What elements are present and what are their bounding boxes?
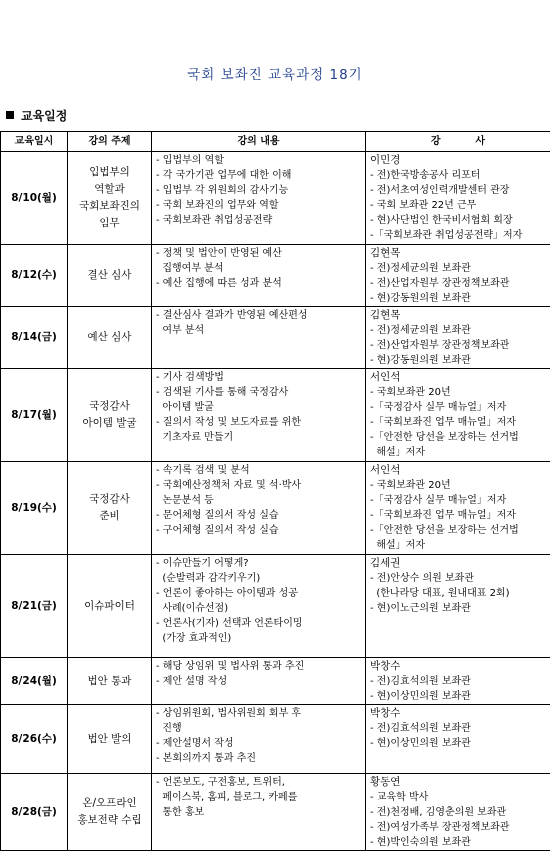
table-row	[1, 245, 550, 307]
row-instructor	[366, 658, 550, 705]
header-content: 강의 내용	[152, 132, 366, 152]
row-topic	[68, 245, 152, 307]
content-line: - 속기록 검색 및 분석	[156, 465, 250, 476]
row-instructor	[366, 369, 550, 462]
row-topic	[68, 369, 152, 462]
content-line: 논문분석 등	[156, 495, 214, 506]
table-row	[1, 774, 550, 851]
row-topic	[68, 658, 152, 705]
content-line: 기초자료 만들기	[156, 432, 234, 443]
instructor-credential: - 전)한국방송공사 리포터	[370, 170, 481, 181]
content-line: 아이템 발굴	[156, 402, 214, 413]
instructor-credential: - 국회 보좌관 22년 근무	[370, 200, 477, 211]
content-line: - 언론이 좋아하는 아이템과 성공	[156, 588, 298, 599]
row-content	[152, 555, 366, 658]
topic-line: 역할과	[94, 183, 125, 195]
content-line: - 이슈만들기 어떻게?	[156, 558, 249, 569]
content-line: - 국회보좌관 취업성공전략	[156, 215, 273, 226]
table-header-row	[1, 132, 550, 152]
instructor-name: 김현목	[370, 309, 401, 321]
instructor-credential: - 현)박인숙의원 보좌관	[370, 837, 471, 848]
topic-line: 홍보전략 수립	[77, 814, 142, 826]
instructor-credential: - 전)산업자원부 장관정책보좌관	[370, 278, 510, 289]
content-line: - 각 국가기관 업무에 대한 이해	[156, 170, 292, 181]
instructor-credential: - 전)서초여성인력개발센터 관장	[370, 185, 510, 196]
content-line: - 제안설명서 작성	[156, 738, 234, 749]
row-content	[152, 307, 366, 369]
content-line: - 본회의까지 통과 추진	[156, 753, 257, 764]
instructor-credential: - 현)강동원의원 보좌관	[370, 293, 471, 304]
row-content	[152, 369, 366, 462]
row-instructor	[366, 307, 550, 369]
topic-line: 임무	[99, 217, 120, 229]
content-line: - 해당 상임위 및 법사위 통과 추진	[156, 661, 305, 672]
topic-line: 법안 발의	[87, 732, 132, 745]
instructor-credential: -「국회보좌관 취업성공전략」저자	[370, 230, 523, 241]
topic-line: 결산 심사	[87, 269, 132, 281]
instructor-name: 이민경	[370, 154, 401, 166]
instructor-credential: -「국정감사 실무 매뉴얼」저자	[370, 402, 507, 413]
topic-line: 이슈파이터	[84, 599, 135, 612]
content-line: 페이스북, 홈피, 블로그, 카페를	[156, 792, 298, 803]
instructor-name: 김현목	[370, 247, 401, 259]
instructor-credential: - 현)이상민의원 보좌관	[370, 738, 471, 749]
row-content	[152, 462, 366, 555]
table-row	[1, 462, 550, 555]
content-line: - 구어체형 질의서 작성 실습	[156, 525, 279, 536]
content-line: - 입법부의 역할	[156, 155, 224, 166]
content-line: - 입법부 각 위원회의 감사기능	[156, 185, 289, 196]
instructor-credential: -「안전한 당선을 보장하는 선거법	[370, 525, 519, 536]
content-line: - 제안 설명 작성	[156, 676, 228, 687]
row-content	[152, 152, 366, 245]
row-topic	[68, 705, 152, 774]
instructor-credential: 해설」저자	[370, 447, 425, 458]
row-topic	[68, 555, 152, 658]
row-date: 8/19(수)	[1, 462, 68, 555]
content-line: - 결산심사 결과가 반영된 예산편성	[156, 310, 308, 321]
content-line: - 국회 보좌진의 업무와 역할	[156, 200, 279, 211]
row-content	[152, 774, 366, 851]
instructor-name: 황동연	[370, 776, 401, 788]
header-topic: 강의 주제	[68, 132, 152, 152]
topic-line: 온/오프라인	[82, 797, 137, 809]
content-line: - 기사 검색방법	[156, 372, 224, 383]
instructor-credential: - 국회보좌관 20년	[370, 480, 451, 491]
topic-line: 입법부의	[89, 166, 130, 178]
table-row	[1, 152, 550, 245]
instructor-name: 박창수	[370, 660, 401, 672]
topic-line: 국회보좌진의	[79, 200, 140, 212]
instructor-credential: -「국회보좌진 업무 매뉴얼」저자	[370, 417, 516, 428]
content-line: - 문어체형 질의서 작성 실습	[156, 510, 279, 521]
content-line: 집행여부 분석	[156, 263, 224, 274]
instructor-credential: - 전)김효석의원 보좌관	[370, 723, 471, 734]
table-body	[1, 152, 550, 851]
instructor-credential: - 전)김효석의원 보좌관	[370, 676, 471, 687]
header-date: 교육일시	[1, 132, 68, 152]
topic-line: 국정감사	[89, 493, 130, 505]
square-bullet-icon	[6, 111, 14, 119]
instructor-credential: - 전)안상수 의원 보좌관	[370, 573, 474, 584]
row-instructor	[366, 555, 550, 658]
instructor-name: 서인석	[370, 371, 401, 383]
table-row	[1, 307, 550, 369]
content-line: 사례(이슈선점)	[156, 603, 229, 614]
section-label: 교육일정	[21, 109, 68, 123]
topic-line: 예산 심사	[87, 331, 132, 343]
table-row	[1, 705, 550, 774]
instructor-credential: - 전)여성가족부 장관정책보좌관	[370, 822, 510, 833]
instructor-credential: (한나라당 대표, 원내대표 2회)	[370, 588, 510, 599]
instructor-credential: - 전)정세균의원 보좌관	[370, 263, 471, 274]
content-line: - 국회예산정책처 자료 및 석·박사	[156, 480, 302, 491]
instructor-credential: - 국회보좌관 20년	[370, 387, 451, 398]
content-line: - 정책 및 법안이 반영된 예산	[156, 248, 282, 259]
topic-line: 국정감사	[89, 400, 130, 412]
instructor-name: 서인석	[370, 464, 401, 476]
instructor-name: 박창수	[370, 707, 401, 719]
topic-line: 아이템 발굴	[82, 417, 137, 429]
content-line: - 예산 집행에 따른 성과 분석	[156, 278, 282, 289]
instructor-credential: - 현)강동원의원 보좌관	[370, 355, 471, 366]
row-instructor	[366, 152, 550, 245]
row-date: 8/26(수)	[1, 705, 68, 774]
content-line: (가장 효과적인)	[156, 633, 232, 644]
row-date: 8/21(금)	[1, 555, 68, 658]
content-line: - 언론사(기자) 선택과 언론타이밍	[156, 618, 303, 629]
schedule-table	[0, 131, 550, 851]
table-row	[1, 369, 550, 462]
instructor-credential: - 현)사단법인 한국비서협회 회장	[370, 215, 513, 226]
content-line: 통한 홍보	[156, 807, 205, 818]
instructor-credential: - 현)이상민의원 보좌관	[370, 691, 471, 702]
instructor-credential: - 전)정세균의원 보좌관	[370, 325, 471, 336]
row-date: 8/10(월)	[1, 152, 68, 245]
row-topic	[68, 307, 152, 369]
content-line: - 검색된 기사를 통해 국정감사	[156, 387, 289, 398]
content-line: (순발력과 감각키우기)	[156, 573, 261, 584]
table-row	[1, 658, 550, 705]
table-row	[1, 555, 550, 658]
row-date: 8/17(월)	[1, 369, 68, 462]
row-content	[152, 245, 366, 307]
row-instructor	[366, 462, 550, 555]
content-line: 여부 분석	[156, 325, 205, 336]
row-topic	[68, 462, 152, 555]
instructor-credential: -「국회보좌진 업무 매뉴얼」저자	[370, 510, 516, 521]
content-line: - 상임위원회, 법사위원회 회부 후	[156, 708, 302, 719]
row-instructor	[366, 245, 550, 307]
instructor-credential: -「안전한 당선을 보장하는 선거법	[370, 432, 519, 443]
header-instructor: 강 사	[366, 132, 550, 152]
page-title: 국회 보좌진 교육과정 18기	[187, 67, 363, 83]
row-instructor	[366, 774, 550, 851]
content-line: - 질의서 작성 및 보도자료를 위한	[156, 417, 302, 428]
instructor-credential: - 전)천정배, 김영춘의원 보좌관	[370, 807, 507, 818]
row-date: 8/28(금)	[1, 774, 68, 851]
topic-line: 준비	[99, 510, 120, 522]
section-heading	[6, 107, 67, 124]
instructor-credential: 해설」저자	[370, 540, 425, 551]
instructor-credential: - 전)산업자원부 장관정책보좌관	[370, 340, 510, 351]
instructor-name: 김세권	[370, 557, 401, 569]
content-line: 진행	[156, 723, 182, 734]
row-content	[152, 658, 366, 705]
row-topic	[68, 774, 152, 851]
instructor-credential: - 교육학 박사	[370, 792, 429, 803]
row-date: 8/24(월)	[1, 658, 68, 705]
row-date: 8/12(수)	[1, 245, 68, 307]
row-content	[152, 705, 366, 774]
instructor-credential: - 현)이노근의원 보좌관	[370, 603, 471, 614]
topic-line: 법안 통과	[87, 674, 132, 687]
row-date: 8/14(금)	[1, 307, 68, 369]
row-instructor	[366, 705, 550, 774]
row-topic	[68, 152, 152, 245]
content-line: - 언론보도, 구전홍보, 트위터,	[156, 777, 285, 788]
instructor-credential: -「국정감사 실무 매뉴얼」저자	[370, 495, 507, 506]
